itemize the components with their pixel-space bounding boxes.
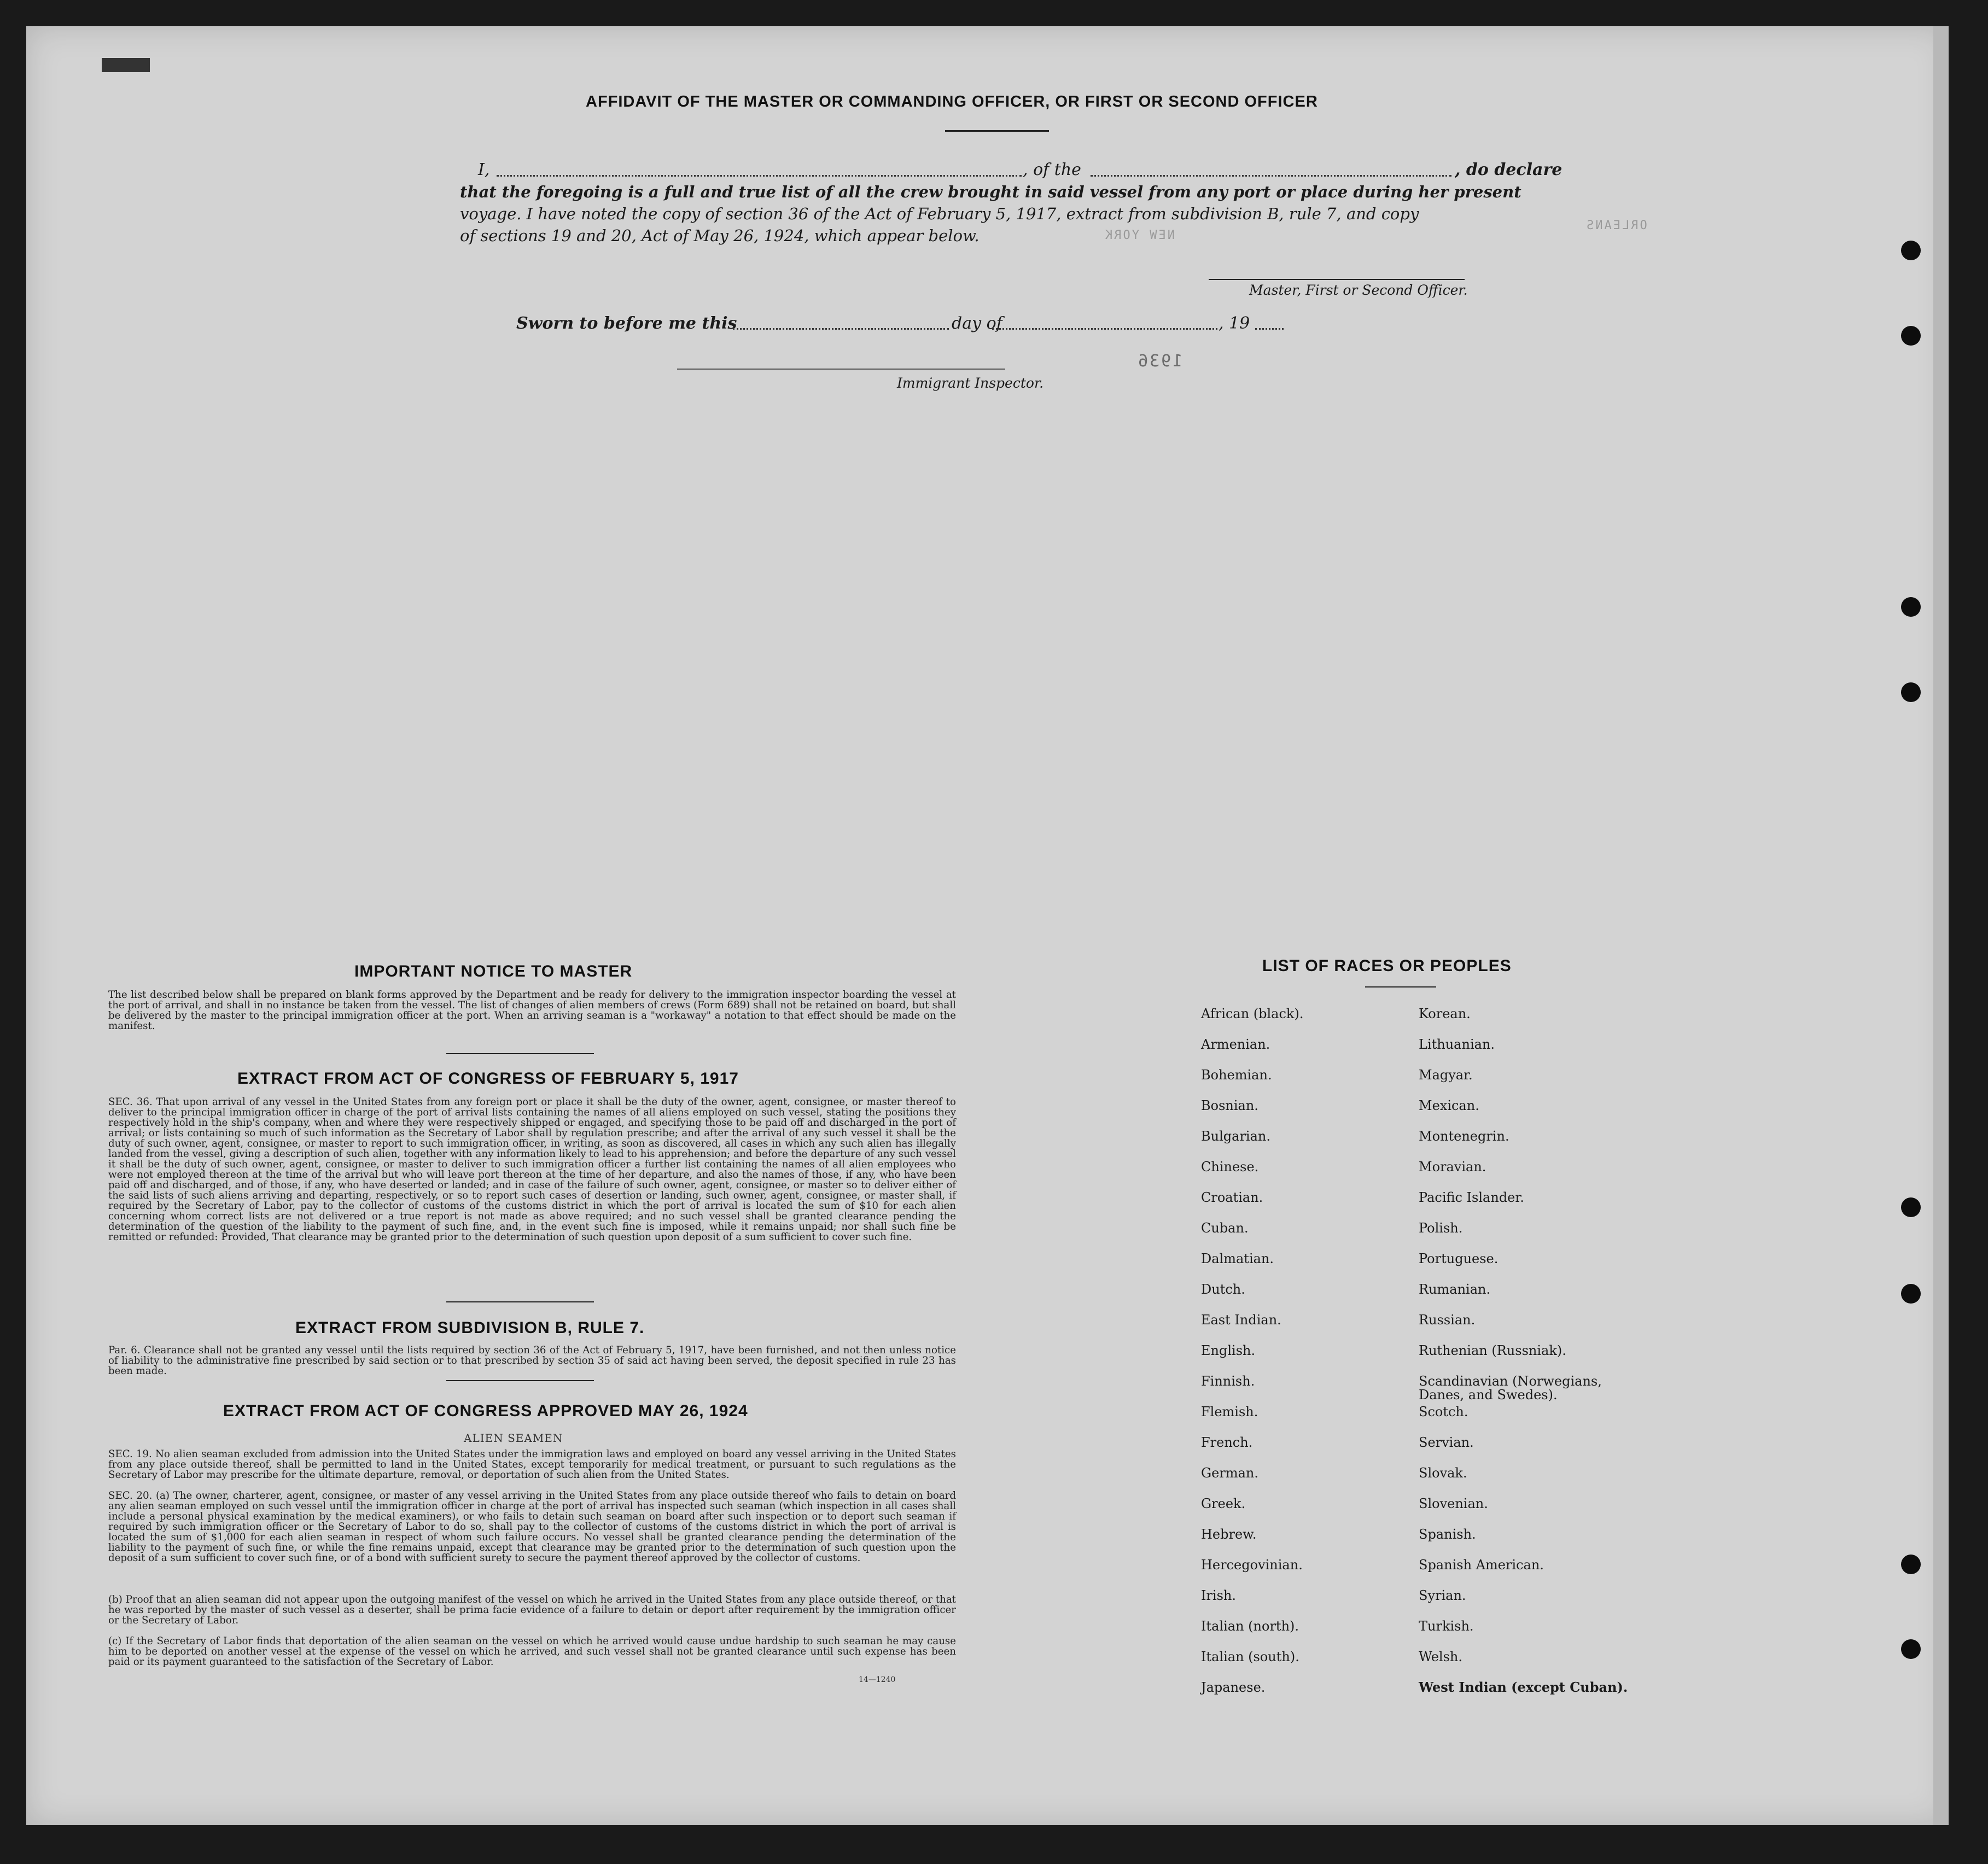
year-text: , 19	[1219, 314, 1250, 333]
document-sheet	[26, 26, 1949, 1825]
bleed-through-text: ORLEANS	[1585, 219, 1647, 232]
race-item: Croatian.	[1201, 1190, 1263, 1205]
affidavit-title: AFFIDAVIT OF THE MASTER OR COMMANDING OFFICER, OR FIRST OR SECOND OFFICER	[586, 93, 1318, 110]
rule7-title: EXTRACT FROM SUBDIVISION B, RULE 7.	[295, 1319, 645, 1337]
race-item: Turkish.	[1419, 1618, 1474, 1634]
divider	[446, 1380, 594, 1381]
affidavit-of-the: , of the	[1023, 160, 1081, 179]
binder-hole	[1901, 597, 1921, 617]
binder-hole	[1901, 1284, 1921, 1304]
race-item: African (black).	[1201, 1006, 1304, 1021]
binder-hole	[1901, 1197, 1921, 1217]
race-item: Italian (north).	[1201, 1618, 1299, 1634]
race-item: Portuguese.	[1419, 1251, 1499, 1266]
race-item: Russian.	[1419, 1312, 1476, 1328]
race-item: Korean.	[1419, 1006, 1471, 1021]
divider	[945, 130, 1049, 132]
race-item: French.	[1201, 1435, 1253, 1450]
day-of-text: day of	[952, 314, 1002, 333]
race-item: Japanese.	[1201, 1680, 1266, 1695]
race-item: Greek.	[1201, 1496, 1246, 1511]
race-item: Bohemian.	[1201, 1067, 1272, 1083]
vessel-blank	[1091, 175, 1451, 177]
race-item: Flemish.	[1201, 1404, 1258, 1419]
alien-seamen-subtitle: ALIEN SEAMEN	[464, 1431, 563, 1445]
races-title: LIST OF RACES OR PEOPLES	[1262, 957, 1512, 975]
races-right-column	[1419, 1005, 1628, 1709]
bleed-through-text: 1936	[1136, 352, 1183, 371]
affidavit-line3: voyage. I have noted the copy of section 36 of the Act of February 5, 1917, extract from subdivision B, rule 7, and copy	[460, 204, 1419, 223]
race-item: Scotch.	[1419, 1404, 1468, 1419]
notice-title: IMPORTANT NOTICE TO MASTER	[354, 962, 633, 980]
race-item: Syrian.	[1419, 1588, 1466, 1603]
race-item: East Indian.	[1201, 1312, 1281, 1328]
race-item: Italian (south).	[1201, 1649, 1299, 1664]
race-item: Polish.	[1419, 1220, 1463, 1236]
form-number: 14—1240	[859, 1675, 896, 1684]
race-item: Hercegovinian.	[1201, 1557, 1303, 1573]
inspector-line	[677, 369, 1005, 370]
race-item: Servian.	[1419, 1435, 1474, 1450]
race-item: Rumanian.	[1419, 1282, 1491, 1297]
race-item: Bulgarian.	[1201, 1129, 1270, 1144]
affidavit-line2: that the foregoing is a full and true list of all the crew brought in said vessel from any port or place during her present	[460, 183, 1521, 201]
race-item: Magyar.	[1419, 1067, 1473, 1083]
race-item: Dutch.	[1201, 1282, 1245, 1297]
bleed-through-text: NEW YORK	[1104, 229, 1175, 242]
sworn-text: Sworn to before me this	[516, 314, 737, 333]
divider	[446, 1301, 594, 1302]
race-item: Slovenian.	[1419, 1496, 1488, 1511]
binder-hole	[1901, 326, 1921, 346]
sec20b-text: (b) Proof that an alien seaman did not appear upon the outgoing manifest of the vessel on which he arrived in the United States from any place outside thereof, or that he was reported by the master of such vessel as a deserter, shall be prima facie evidence of a failure to detain or deport after requirement by the immigration officer or the Secretary of Labor.	[108, 1594, 956, 1626]
race-item: German.	[1201, 1465, 1258, 1481]
sworn-day-blank	[733, 328, 949, 330]
binder-hole	[1901, 1639, 1921, 1659]
race-item: Dalmatian.	[1201, 1251, 1274, 1266]
year-blank	[1255, 328, 1284, 330]
signature-line	[1209, 279, 1465, 280]
extract-1917-title: EXTRACT FROM ACT OF CONGRESS OF FEBRUARY 5, 1917	[237, 1070, 739, 1088]
page-edge	[1933, 26, 1949, 1825]
race-item: Ruthenian (Russniak).	[1419, 1343, 1566, 1358]
race-item: English.	[1201, 1343, 1256, 1358]
binder-hole	[1901, 1555, 1921, 1574]
race-item: Hebrew.	[1201, 1527, 1257, 1542]
race-item: Finnish.	[1201, 1374, 1255, 1389]
race-item: Lithuanian.	[1419, 1037, 1495, 1052]
race-item: Scandinavian (Norwegians,	[1419, 1374, 1602, 1389]
name-blank	[497, 175, 1022, 177]
notice-text: The list described below shall be prepared on blank forms approved by the Department and be ready for delivery to the immigration inspector boarding the vessel at the port of arrival, and shall in no instance be taken from the vessel. The list of changes of alien members of crews (Form 689) shall not be retained on board, but shall be delivered by the master to the principal immigration officer at the port. When an arriving seaman is a "workaway" a notation to that effect should be made on the manifest.	[108, 989, 956, 1032]
month-blank	[992, 328, 1217, 330]
race-item: Chinese.	[1201, 1159, 1259, 1175]
sec19-text: SEC. 19. No alien seaman excluded from admission into the United States under the immigration laws and employed on board any vessel arriving in the United States from any place outside thereof, shall be permitted to land in the United States, except temporarily for medical treatment, or pursuant to such regulations as the Secretary of Labor may prescribe for the ultimate departure, removal, or deportation of such alien from the United States.	[108, 1448, 956, 1481]
extract-1917-text: SEC. 36. That upon arrival of any vessel in the United States from any foreign port or place it shall be the duty of the owner, agent, consignee, or master thereof to deliver to the principal immigration officer in charge of the port of arrival lists containing the names of all aliens employed on such vessel, stating the positions they respectively hold in the ship's company, when and where they were respectively shipped or engaged, and specifying those to be paid off and discharged in the port of arrival; or lists containing so much of such information as the Secretary of Labor shall by regulation prescribe; and after the arrival of any such vessel it shall be the duty of such owner, agent, consignee, or master to report to such immigration officer, in writing, as soon as discovered, all cases in which any such alien has illegally landed from the vessel, giving a description of such alien, together with any information likely to lead to his apprehension; and before the departure of any such vessel it shall be the duty of such owner, agent, consignee, or master to deliver to such immigration officer a further list containing the names of all alien employees who were not employed thereon at the time of the arrival but who will leave port thereon at the time of her departure, and also the names of those, if any, who have been paid off and discharged, and of those, if any, who have deserted or landed; and in case of the failure of such owner, agent, consignee, or master so to deliver either of the said lists of such aliens arriving and departing, respectively, or so to report such cases of desertion or landing, such owner, agent, consignee, or master shall, if required by the Secretary of Labor, pay to the collector of customs of the customs district in which the port of arrival is located the sum of $10 for each alien concerning whom correct lists are not delivered or a true report is not made as above required; and no such vessel shall be granted clearance pending the determination of the question of the liability to the payment of such fine, and, in the event such fine is imposed, while it remains unpaid; nor shall such fine be remitted or refunded: Provided, That clearance may be granted prior to the determination of such question upon deposit of a sum sufficient to cover such fine.	[108, 1096, 956, 1243]
divider	[1365, 986, 1436, 987]
signature-caption: Master, First or Second Officer.	[1249, 282, 1468, 298]
affidavit-line4: of sections 19 and 20, Act of May 26, 1924, which appear below.	[460, 226, 980, 245]
affidavit-i: I,	[478, 160, 490, 179]
extract-1924-title: EXTRACT FROM ACT OF CONGRESS APPROVED MAY 26, 1924	[223, 1402, 748, 1420]
race-item: Danes, and Swedes).	[1419, 1387, 1558, 1403]
affidavit-declare: , do declare	[1455, 160, 1563, 179]
races-left-column	[1201, 1005, 1303, 1709]
divider	[446, 1053, 594, 1054]
inspector-caption: Immigrant Inspector.	[897, 375, 1044, 391]
rule7-text: Par. 6. Clearance shall not be granted any vessel until the lists required by section 36 of the Act of February 5, 1917, have been furnished, and not then unless notice of liability to the administrative fine prescribed by said section or to that prescribed by section 35 of said act having been served, the deposit specified in rule 23 has been made.	[108, 1345, 956, 1377]
race-item: Pacific Islander.	[1419, 1190, 1524, 1205]
race-item: Spanish.	[1419, 1527, 1476, 1542]
race-item: Montenegrin.	[1419, 1129, 1509, 1144]
tape-scrap	[102, 58, 150, 72]
race-item: Welsh.	[1419, 1649, 1462, 1664]
race-item: Armenian.	[1201, 1037, 1270, 1052]
race-item: Cuban.	[1201, 1220, 1249, 1236]
race-item: Slovak.	[1419, 1465, 1467, 1481]
race-item: West Indian (except Cuban).	[1419, 1679, 1628, 1695]
binder-hole	[1901, 241, 1921, 260]
race-item: Bosnian.	[1201, 1098, 1258, 1113]
race-item: Mexican.	[1419, 1098, 1479, 1113]
race-item: Spanish American.	[1419, 1557, 1544, 1573]
race-item: Irish.	[1201, 1588, 1237, 1603]
race-item: Moravian.	[1419, 1159, 1486, 1175]
sec20a-text: SEC. 20. (a) The owner, charterer, agent, consignee, or master of any vessel arriving in the United States from any place outside thereof who fails to detain on board any alien seaman employed on such vessel until the immigration officer in charge at the port of arrival has inspected such seaman (which inspection in all cases shall include a personal physical examination by the medical examiners), or who fails to detain such seaman on board after such inspection or to deport such seaman if required by such immigration officer or the Secretary of Labor to do so, shall pay to the collector of customs of the customs district in which the port of arrival is located the sum of $1,000 for each alien seaman in respect of whom such failure occurs. No vessel shall be granted clearance pending the determination of the liability to the payment of such fine, or while the fine remains unpaid, except that clearance may be granted prior to the determination of such question upon the deposit of a sum sufficient to cover such fine, or of a bond with sufficient surety to secure the payment thereof approved by the collector of customs.	[108, 1490, 956, 1564]
sec20c-text: (c) If the Secretary of Labor finds that deportation of the alien seaman on the vessel on which he arrived would cause undue hardship to such seaman he may cause him to be deported on another vessel at the expense of the vessel on which he arrived, and such vessel shall not be granted clearance until such expense has been paid or its payment guaranteed to the satisfaction of the Secretary of Labor.	[108, 1635, 956, 1668]
binder-hole	[1901, 682, 1921, 702]
